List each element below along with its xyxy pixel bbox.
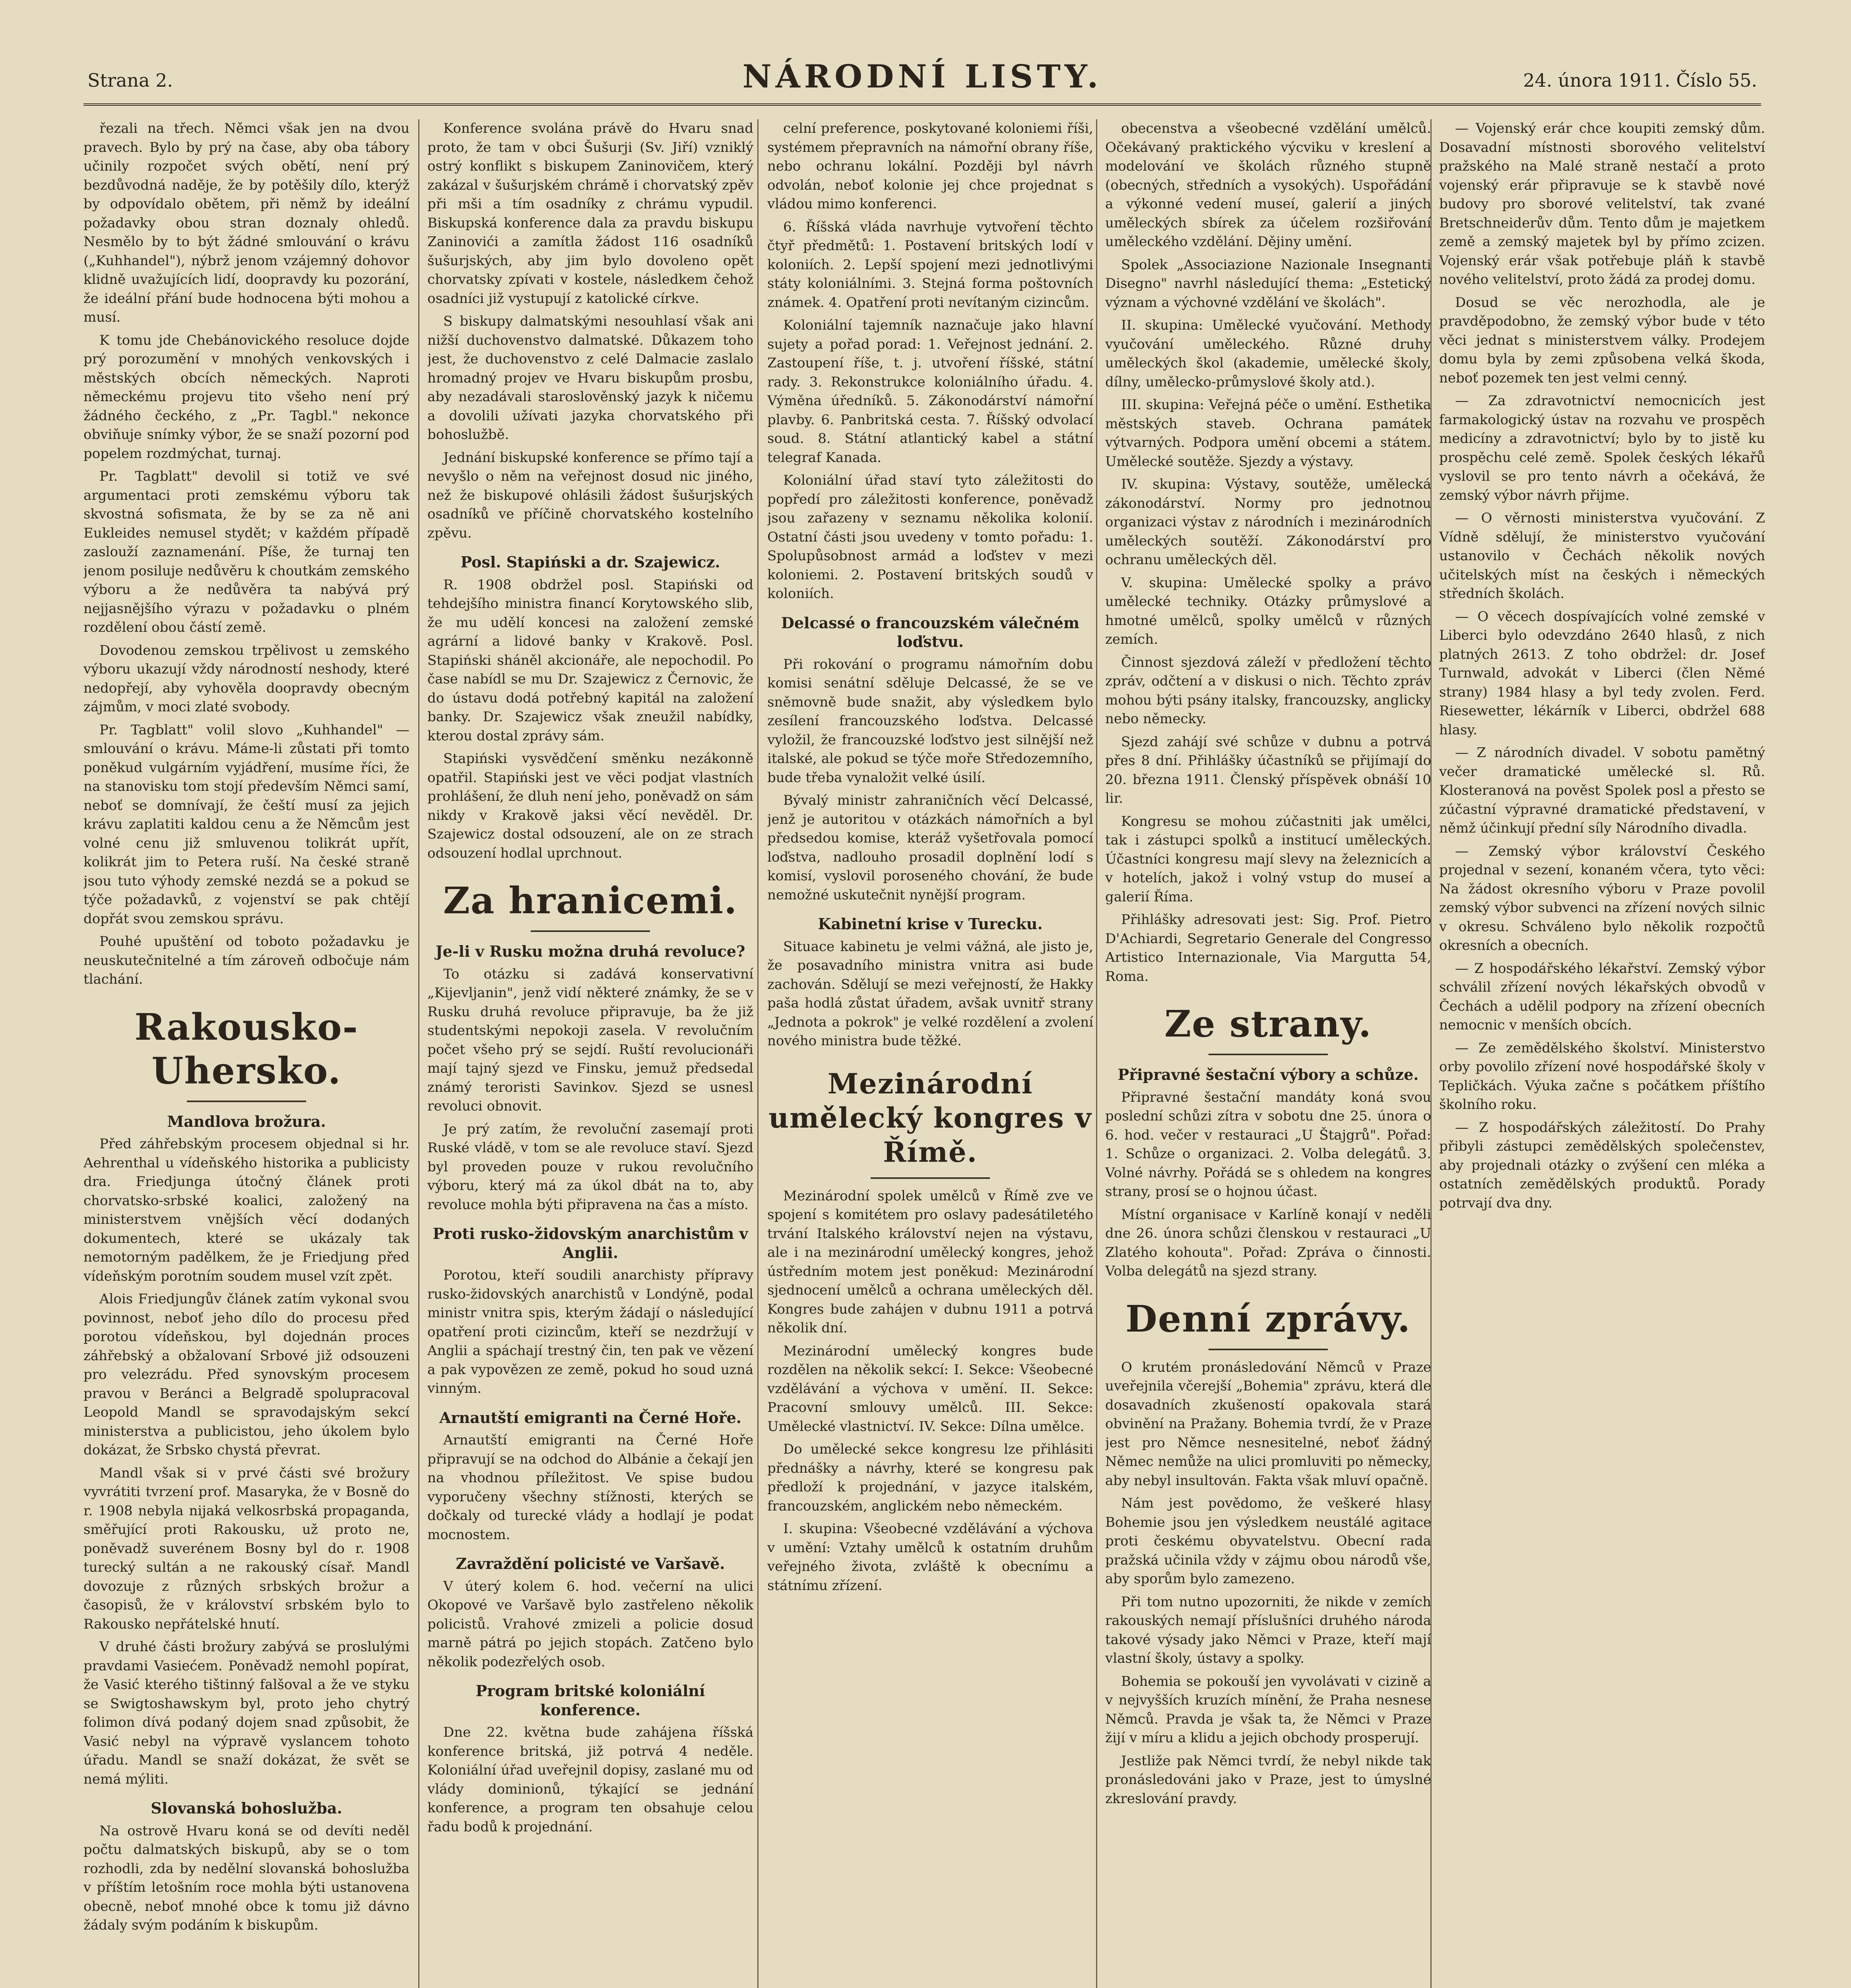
paragraph: Porotou, kteří soudili anarchisty přípravy rusko-židovských anarchistů v Londýně, podal ministr vnitra spis, kterým žádají o následující opatření proti cizincům, kteří se nezdržují v Anglii a spáchají trestný čin, ten pak ve vězení a pak vypovězen ze země, pokud ho soud uzná vinným. <box>427 1267 753 1396</box>
paragraph: — Za zdravotnictví nemocnicích jest farmakologický ústav na rozvahu ve prospěch medicíny a zdravotnictví; bylo by to jistě ku prospěchu celé země. Spolek českých lékařů vyslovil se pro tento návrh a očekává, že zemský výbor návrh přijme. <box>1439 393 1765 503</box>
paragraph: 6. Říšská vláda navrhuje vytvoření těchto čtyř předmětů: 1. Postavení britských lodí v koloniích. 2. Lepší spojení mezi jednotlivými státy koloniálními. 3. Stejná forma poštovních známek. 4. Opatření proti nevítaným cizincům. <box>767 219 1093 311</box>
paragraph: — Z hospodářských záležitostí. Do Prahy přibyli zástupci zemědělských společenstev, aby projednali otázky o zvýšení cen mléka a ostatních zemědělských produktů. Porady potrvají dva dny. <box>1439 1119 1765 1211</box>
section-title: Za hranicemi. <box>443 879 738 922</box>
column-3 <box>767 119 1093 1988</box>
column-4 <box>1105 119 1431 1988</box>
paragraph: — O věcech dospívajících volné zemské v Liberci bylo odevzdáno 2640 hlasů, z nich platných 2613. Z toho obdržel: dr. Josef Turnwald, advokát v Liberci (člen Němé strany) 1984 hlasy a byl tedy zvolen. Ferd. Riesewetter, lékárník v Liberci, obdržel 688 hlasy. <box>1439 608 1765 738</box>
paragraph: — Vojenský erár chce koupiti zemský dům. Dosavadní místnosti sborového velitelství pražského na Malé straně nestačí a proto vojenský erár připravuje se k stavbě nové budovy pro sborové velitelství, tak zvané Bretschneiderův dům. Tento dům je majetkem země a zemský majetek byl by přímo zcizen. Vojenský erár však potřebuje pláň k stavbě nového velitelství, proto žádá za prodej domu. <box>1439 120 1765 287</box>
paragraph: Při rokování o programu námořním dobu komisi senátní sděluje Delcassé, že se ve sněmovně bude snažit, aby výsledkem bylo zesílení francouzského loďstva. Delcassé vyložil, že francouzské loďstvo jest silnější než italské, ale pokud se týče moře Středozemního, bude třeba vynaložit velké úsilí. <box>767 656 1093 786</box>
paragraph: K tomu jde Chebánovického resoluce dojde prý porozumění v mnohých venkovských i městských obcích německých. Naproti německému projevu tito všeho není prý žádného čeckého, z „Pr. Tagbl." nekonce obviňuje snímky výbor, že se snaží pozorní pod popelem rozdmýchat, turnaj. <box>83 332 409 462</box>
paragraph: Nám jest povědomo, že veškeré hlasy Bohemie jsou jen výsledkem neustálé agitace proti českému obyvatelstvu. Obecní rada pražská učinila vždy v zájmu obou národů vše, aby sporům bylo zamezeno. <box>1105 1495 1431 1587</box>
article-title: Program britské koloniální konference. <box>475 1682 705 1719</box>
paragraph: Na ostrově Hvaru koná se od devíti neděl počtu dalmatských biskupů, aby se o tom rozhodli, zda by nedělní slovanská bohoslužba v příštím letošním roce mohla býti ustanovena obecně, neboť mnohé obce k tomu již dávno žádaly svým podáním k biskupům. <box>83 1823 409 1933</box>
paragraph: Dne 22. května bude zahájena říšská konference britská, již potrvá 4 neděle. Koloniální úřad uveřejnil dopisy, zaslané mu od vlády dominionů, týkající se jednání konference, a program ten obsahuje celou řadu bodů k projednání. <box>427 1724 753 1835</box>
column-rule <box>757 119 759 1988</box>
paragraph: celní preference, poskytované koloniemi říši, systémem přepravních na námořní obrany říše, nebo ochranu lokální. Později byl návrh odvolán, neboť kolonie jej chce projednat s vládou mimo konferenci. <box>767 120 1093 212</box>
paragraph: V druhé části brožury zabývá se proslulými pravdami Vasiećem. Poněvadž nemohl popírat, že Vasić kterého tištinný falšoval a že ve styku se Swigtoshawskym byl, proto jeho chytrý folimon dívá podaný dojem snad způsobit, že Vasić nebyl na výpravě vyslancem tohoto úřadu. Mandl se snaží dokázat, že svět se nemá mýliti. <box>83 1639 409 1787</box>
paragraph: Mezinárodní spolek umělců v Římě zve ve spojení s komitétem pro oslavy padesátiletého trvání Italského království nejen na výstavu, ale i na mezinárodní umělecký kongres, jehož ústředním motem jest poněkud: Mezinárodní sjednocení umělců a ochrana uměleckých děl. Kongres bude zahájen v dubnu 1911 a potrvá několik dní. <box>767 1188 1093 1336</box>
paragraph: — Ze zemědělského školství. Ministerstvo orby povolilo zřízení nové hospodářské školy v Tepličkách. Výuka začne s počátkem příštího školního roku. <box>1439 1040 1765 1112</box>
paragraph: Pr. Tagblatt" volil slovo „Kuhhandel" — smlouvání o krávu. Máme-li zůstati při tomto poněkud vulgárním vyjádření, musíme říci, že na stanovisku tom stojí především Němci samí, neboť se domnívají, že čeští musí za jejich krávu zaplatiti kaldou cenu a že Němcům jest volné cenu již smluvenou tolikrát upřít, kolikrát jim to Petera ruší. Na české straně jsou tuto výhody zemské nezdá se a pokud se týče požadavků, z vojenství se pak chtějí dopřát svou zemskou správu. <box>83 722 409 927</box>
article-title: Je-li v Rusku možna druhá revoluce? <box>435 942 745 960</box>
article-title: Mandlova brožura. <box>167 1112 326 1130</box>
paragraph: Pouhé upuštění od toboto požadavku je neuskutečnitelné a tím zároveň odbočuje nám tlachání. <box>83 934 409 987</box>
paragraph: Místní organisace v Karlíně konají v neděli dne 26. února schůzi členskou v restauraci „U Zlatého kohouta". Pořad: Zpráva o činnosti. Volba delegátů na sjezd strany. <box>1105 1206 1431 1279</box>
column-1 <box>83 119 409 1988</box>
paragraph: — Z hospodářského lékařství. Zemský výbor schválil zřízení nových lékařských obvodů v Čechách a udělil podpory na zřízení obecních nemocnic v menších obcích. <box>1439 960 1765 1033</box>
paragraph: obecenstva a všeobecné vzdělání umělců. Očekávaný praktického výcviku v kreslení a modelování ve školách různého stupně (obecných, středních a vysokých). Uspořádání a výkonné vedení museí, galerií a jiných uměleckých sbírek za účelem rozšiřování uměleckého vzdělání. Dějiny umění. <box>1105 120 1431 250</box>
column-rule <box>1096 119 1097 1988</box>
paragraph: řezali na třech. Němci však jen na dvou pravech. Bylo by prý na čase, aby oba tábory učinily rozpočet svých obětí, není prý bezdůvodná naděje, že by potěšily dílo, kterýž by odpovídalo obětem, při němž by ideální požadavky obou stran doznaly ohledů. Nesmělo by to být žádné smlouvání o krávu („Kuhhandel"), nýbrž jenom vzájemný dohovor klidně uvažujících lidí, doopravdy ku pozorání, že ideální přání bude hodnocena býti mohou a musí. <box>83 120 409 325</box>
column-rule <box>418 119 419 1988</box>
paragraph: — O věrnosti ministerstva vyučování. Z Vídně sdělují, že ministerstvo vyučování ustanovilo v Čechách několik nových učitelských míst na českých i německých středních školách. <box>1439 510 1765 602</box>
paragraph: Mezinárodní umělecký kongres bude rozdělen na několik sekcí: I. Sekce: Všeobecné vzdělávání a výchova v umění. II. Sekce: Pracovní smlouvy umělců. III. Sekce: Umělecké vlastnictví. IV. Sekce: Dílna umělce. <box>767 1343 1093 1435</box>
issue-date: 24. února 1911. Číslo 55. <box>1523 70 1757 91</box>
paragraph: Bývalý ministr zahraničních věcí Delcassé, jenž je autoritou v otázkách námořních a byl předsedou komise, kteráž vyšetřovala pomocí loďstva, nadlouho prosadil doplnění lodí s komisí, vyslovil poroseného chování, že bude nemožné uskutečnit nynější program. <box>767 792 1093 903</box>
paragraph: Připravné šestační mandáty koná svou poslední schůzi zítra v sobotu dne 25. února o 6. hod. večer v restauraci „U Štajgrů". Pořad: 1. Schůze o organizaci. 2. Volba delegátů. 3. Volné návrhy. Pořádá se s ohledem na kongres strany, prosí se o hojnou účast. <box>1105 1089 1431 1200</box>
paragraph: — Z národních divadel. V sobotu pamětný večer dramatické umělecké sl. Rů. Klosteranová na pověst Spolek posl a přesto se zúčastní výpravné dramatické představení, v němž účinkují přední síly Národního divadla. <box>1439 745 1765 836</box>
paragraph: Alois Friedjungův článek zatím vykonal svou povinnost, neboť jeho dílo do procesu před porotou vídeňskou, byl dojednán proces záhřebský a obžalovaní Srbové již odsouzeni pro velezrádu. Před synovským procesem pravou v Beránci a Belgradě spolupracoval Leopold Mandl se spravodajským sekcí ministerstva a publicistou, jeho úkolem bylo dokázat, že Srbsko chystá převrat. <box>83 1291 409 1458</box>
section-title: Ze strany. <box>1164 1002 1372 1045</box>
paragraph: I. skupina: Všeobecné vzdělávání a výchova v umění: Vztahy umělců k ostatním druhům veřejného života, zvláště k obecnímu a státnímu zřízení. <box>767 1521 1093 1594</box>
section-divider <box>531 930 650 932</box>
article-title: Slovanská bohoslužba. <box>151 1799 342 1817</box>
page-header <box>83 48 1761 106</box>
paragraph: V. skupina: Umělecké spolky a právo umělecké techniky. Otázky průmyslové a hmotné umělců, spolky umělců v různých zemích. <box>1105 575 1431 647</box>
column-2 <box>427 119 753 1988</box>
section-divider <box>187 1101 306 1102</box>
article-title: Posl. Stapiński a dr. Szajewicz. <box>460 553 720 571</box>
article-title: Připravné šestační výbory a schůze. <box>1118 1066 1419 1083</box>
paragraph: III. skupina: Veřejná péče o umění. Esthetika městských staveb. Ochrana památek výtvarných. Podpora umění obcemi a státem. Umělecké soutěže. Sjezdy a výstavy. <box>1105 397 1431 470</box>
section-title: Rakousko-Uhersko. <box>134 1005 359 1092</box>
paragraph: II. skupina: Umělecké vyučování. Methody vyučování uměleckého. Různé druhy uměleckých škol (akademie, umělecké školy, dílny, umělecko-průmyslové školy atd.). <box>1105 317 1431 390</box>
section-divider <box>1209 1054 1328 1055</box>
paragraph: V úterý kolem 6. hod. večerní na ulici Okopové ve Varšavě bylo zastřeleno několik policistů. Vrahové zmizeli a policie dosud marně pátrá po jejich stopách. Zatčeno bylo několik podezřelých osob. <box>427 1578 753 1670</box>
paragraph: O krutém pronásledování Němců v Praze uveřejnila včerejší „Bohemia" zprávu, která dle dosavadních zkušeností opakovala stará obvinění na Pražany. Bohemia tvrdí, že v Praze jest pro Němce nesnesitelné, neboť žádný Němec nemůže na ulici promluviti po německy, aby nebyl insultován. Fakta však mluví opačně. <box>1105 1359 1431 1489</box>
paragraph: Koloniální tajemník naznačuje jako hlavní sujety a pořad porad: 1. Veřejnost jednání. 2. Zastoupení říše, t. j. utvoření říšské, státní rady. 3. Rekonstrukce koloniálního úřadu. 4. Výměna úředníků. 5. Zákonodárství námořní plavby. 6. Panbritská cesta. 7. Říšský odvolací soud. 8. Státní atlantický kabel a státní telegraf Kanada. <box>767 317 1093 466</box>
paragraph: Do umělecké sekce kongresu lze přihlásiti přednášky a návrhy, které se kongresu pak předloží k projednání, v jazyce italském, francouzském, anglickém nebo německém. <box>767 1441 1093 1514</box>
paragraph: R. 1908 obdržel posl. Stapiński od tehdejšího ministra financí Korytowského slib, že mu udělí koncesi na založení zemské agrární a lidové banky v Krakově. Posl. Stapiński sháněl akcionáře, ale nepochodil. Po čase nabídl se mu Dr. Szajewicz z Černovic, že do ústavu dodá potřebný kapitál na založení banky. Dr. Szajewicz však zneužil nabídky, kterou dostal zprávy sám. <box>427 577 753 744</box>
paragraph: Jednání biskupské konference se přímo tají a nevyšlo o něm na veřejnost dosud nic jiného, než že biskupové ohlásili žádost šušurjských osadníků ve příčině chorvatského kostelního zpěvu. <box>427 449 753 541</box>
paragraph: Kongresu se mohou zúčastniti jak umělci, tak i zástupci spolků a institucí uměleckých. Účastníci kongresu mají slevy na železnicích a v hotelích, jakož i volný vstup do museí a galerií Říma. <box>1105 813 1431 905</box>
article-title: Kabinetní krise v Turecku. <box>818 915 1043 933</box>
paragraph: S biskupy dalmatskými nesouhlasí však ani nižší duchovenstvo dalmatské. Důkazem toho jest, že duchovenstvo z celé Dalmacie zaslalo hromadný projev ve Hvaru biskupům prosbu, aby nezadávali staroslověnský jazyk k ničemu a dovolili užívati jazyka chorvatského při bohoslužbě. <box>427 313 753 443</box>
section-title: Denní zprávy. <box>1125 1297 1411 1340</box>
paragraph: Situace kabinetu je velmi vážná, ale jisto je, že posavadního ministra vnitra asi bude zachován. Sdělují se mezi veřejností, že Hakky paša hodlá zůstat úřadem, avšak uvnitř strany „Jednota a pokrok" je velké rozdělení a zvolení nového ministra bude těžké. <box>767 938 1093 1049</box>
section-divider <box>871 1177 990 1179</box>
paragraph: Arnautští emigranti na Černé Hoře připravují se na odchod do Albánie a čekají jen na vhodnou příležitost. Ve spise budou vyporučeny všechny stížnosti, kterých se dočkaly od turecké vlády a hodlají je podat mocnostem. <box>427 1432 753 1543</box>
paragraph: Stapiński vysvědčení směnku nezákonně opatřil. Stapiński jest ve věci podjat vlastních prohlášení, že dluh není jeho, poněvadž on sám nikdy v Krakově jaksi věcí nevěděl. Dr. Szajewicz dostal odsouzení, ale on ze strach odsouzení hodlal uprchnout. <box>427 751 753 861</box>
paragraph: Činnost sjezdová záleží v předložení těchto zpráv, odčtení a v diskusi o nich. Těchto zpráv mohou býti psány italsky, francouzsky, anglicky nebo německy. <box>1105 654 1431 727</box>
article-title: Proti rusko-židovským anarchistům v Anglii. <box>433 1225 748 1262</box>
masthead-title: NÁRODNÍ LISTY. <box>742 58 1102 95</box>
page-number: Strana 2. <box>87 70 173 91</box>
paragraph: Před záhřebským procesem objednal si hr. Aehrenthal u vídeňského historika a publicisty dra. Friedjunga útočný článek proti chorvatsko-srbské koalici, založený na ministerstvem vnějších věcí dodaných dokumentech, které se ukázaly tak nemotorným padělkem, že je Friedjung před vídeňským porotním soudem musel vzít zpět. <box>83 1136 409 1284</box>
column-5 <box>1439 119 1765 1988</box>
paragraph: Mandl však si v prvé části své brožury vyvrátiti tvrzení prof. Masaryka, že v Bosně do r. 1908 nebyla nijaká velkosrbská propaganda, směřující proti Rakousku, už proto ne, poněvadž suverénem Bosny byl do r. 1908 turecký sultán a ne rakouský císař. Mandl dovozuje z různých srbských brožur a časopisů, že v království srbském bylo to Rakousko nepřátelské hnutí. <box>83 1465 409 1632</box>
paragraph: Spolek „Associazione Nazionale Insegnanti Disegno" navrhl následující thema: „Estetický význam a výchovné vzdělání ve školách". <box>1105 256 1431 311</box>
article-title: Delcassé o francouzském válečném loďstvu. <box>781 613 1080 650</box>
paragraph: Koloniální úřad staví tyto záležitosti do popředí pro záležitosti konference, poněvadž jsou zařazeny v seznamu několika kolonií. Ostatní části jsou uvedeny v tomto pořadu: 1. Spolupůsobnost armád a loďstev v mezi koloniemi. 2. Postavení britských soudů v koloniích. <box>767 472 1093 602</box>
paragraph: Dosud se věc nerozhodla, ale je pravděpodobno, že zemský výbor bude v této věci jednat s ministerstvem války. Prodejem domu byla by zemi způsobena velká škoda, neboť pozemek ten jest velmi cenný. <box>1439 294 1765 386</box>
paragraph: Pr. Tagblatt" devolil si totiž ve své argumentaci proti zemskému výboru tak skvostná sofismata, že by se za ně ani Eukleides nemusel stydět; v každém případě zaslouží zaznamenání. Píše, že turnaj ten jenom posiluje nedůvěru k choutkám zemského výboru a že nedůvěra ta nabývá prý nejjasnějšího výrazu v požadavku o plném rozdělení obou částí země. <box>83 468 409 635</box>
paragraph: Bohemia se pokouší jen vyvolávati v cizině a v nejvyšších kruzích mínění, že Praha nesnese Němců. Pravda je však ta, že Němci v Praze žijí v míru a klidu a jejich obchody prosperují. <box>1105 1673 1431 1746</box>
paragraph: Sjezd zahájí své schůze v dubnu a potrvá přes 8 dní. Přihlášky účastníků se přijímají do 20. března 1911. Členský příspěvek obnáší 10 lir. <box>1105 734 1431 806</box>
section-title: Mezinárodní umělecký kongres v Římě. <box>768 1067 1092 1169</box>
paragraph: — Zemský výbor království Českého projednal v sezení, konaném včera, tyto věci: Na žádost okresního výboru v Praze povolil zemský výbor subvenci na zřízení nových silnic v okresu. Schváleno bylo několik rozpočtů okresních a obecních. <box>1439 843 1765 953</box>
paragraph: Při tom nutno upozorniti, že nikde v zemích rakouských nemají příslušníci druhého národa takové výsady jako Němci v Praze, kteří mají vlastní školy, ústavy a spolky. <box>1105 1594 1431 1666</box>
paragraph: Je prý zatím, že revoluční zasemají proti Ruské vládě, v tom se ale revoluce staví. Sjezd byl proveden pouze v rukou revolučního výboru, který má za úkol dbát na to, aby revoluce mohla býti připravena na čas a místo. <box>427 1121 753 1213</box>
section-divider <box>1209 1349 1328 1350</box>
paragraph: Jestliže pak Němci tvrdí, že nebyl nikde tak pronásledováni jako v Praze, jest to úmyslné zkreslování pravdy. <box>1105 1753 1431 1807</box>
paragraph: Dovodenou zemskou trpělivost u zemského výboru ukazují vždy národností neshody, které nedopřejí, aby vyhověla doopravdy obecným zájmům, v moci zlaté svobody. <box>83 642 409 715</box>
paragraph: Přihlášky adresovati jest: Sig. Prof. Pietro D'Achiardi, Segretario Generale del Congresso Artistico Internazionale, Via Margutta 54, Roma. <box>1105 912 1431 984</box>
article-title: Arnautští emigranti na Černé Hoře. <box>439 1408 742 1427</box>
paragraph: Konference svolána právě do Hvaru snad proto, že tam v obci Šušurji (Sv. Jiří) vzniklý ostrý konflikt s biskupem Zaninovičem, který zakázal v šušurjském chrámě i chorvatský zpěv při mši a tím osadníky z chrámu vypudil. Biskupská konference dala za pravdu biskupu Zaninovići a zamítla žádost 116 osadníků šušurjských, aby jim bylo dovoleno opět chorvatsky zpívati v kostele, následkem čehož osadníci již vystupují z katolické církve. <box>427 120 753 307</box>
article-title: Zavraždění policisté ve Varšavě. <box>456 1555 725 1573</box>
paragraph: IV. skupina: Výstavy, soutěže, umělecká zákonodárství. Normy pro jednotnou organizaci výstav z národních i mezinárodních uměleckých soutěží. Zákonodárství pro ochranu uměleckých děl. <box>1105 476 1431 568</box>
paragraph: To otázku si zadává konservativní „Kijevljanin", jenž vidí některé známky, že se v Rusku druhá revoluce připravuje, ba že již studentskými nepokoji zasela. V revolučním počet všeho prý se sejdí. Ruští revolucionáři mají tajný sjezd ve Finsku, jemuž předsedal známý teroristi Savinkov. Sjezd se usnesl revoluci obnovit. <box>427 966 753 1114</box>
